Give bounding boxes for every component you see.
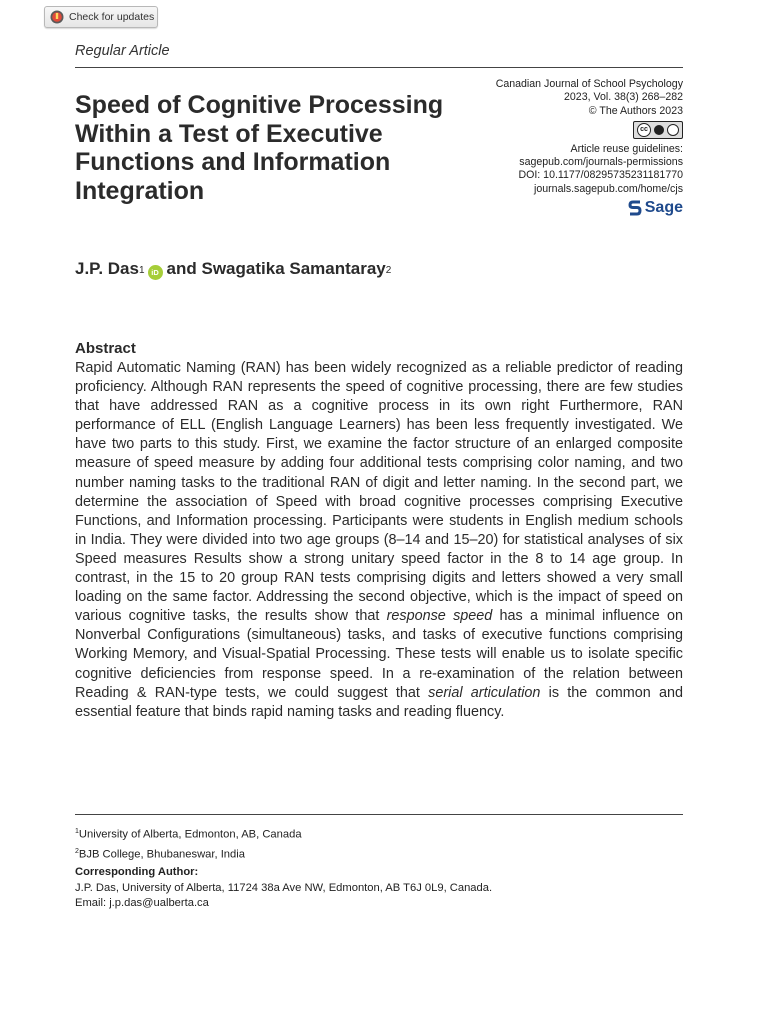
sage-s-icon [628, 200, 642, 216]
doi[interactable]: DOI: 10.1177/08295735231181770 [518, 169, 683, 182]
cc-by-nc-icon[interactable] [633, 121, 683, 139]
affiliation-text: BJB College, Bhubaneswar, India [78, 848, 245, 861]
abstract-body [75, 359, 683, 722]
affiliation-marker: 2 [75, 847, 79, 855]
cc-icon: cc [637, 123, 651, 137]
journal-meta [496, 78, 683, 220]
author-connector: and [166, 259, 197, 278]
abstract-text-1: Rapid Automatic Naming (RAN) has been widely recognized as a reliable predictor of reading proficiency. Although RAN represents the speed of cognitive processing, there are few studies that have addressed RAN as a cognitive process in its own right Furthermore, RAN performance of ELL (English Language Learners) has been less frequently investigated. We have two parts to this study. First, we examine the factor structure of an enlarged composite measure of speed measure by adding four additional tests comprising color naming, and two number naming tasks to the traditional RAN of digit and letter naming. In the second part, we determine the association of Speed with broad cognitive processes comprising Executive Functions, and Information processing. Participants were students in English medium schools in India. They were divided into two age groups (8–14 and 15–20) for statistical analyses of six Speed measures Results show a strong unitary speed factor in the 8 to 14 age group. In contrast, in the 15 to 20 group RAN tests comprising digits and letters showed a very small loading on the same factor. Addressing the second objective, which is the impact of speed on various cognitive tasks, the results show that [75, 360, 683, 625]
journal-link[interactable]: journals.sagepub.com/home/cjs [534, 182, 683, 195]
affiliation-text: University of Alberta, Edmonton, AB, Canada [78, 828, 302, 841]
reuse-label: Article reuse guidelines: [570, 142, 683, 155]
sage-logo-text: Sage [644, 199, 683, 217]
corresponding-author-label: Corresponding Author: [75, 866, 199, 878]
abstract-text-3: is the common and essential feature that binds rapid naming tasks and reading fluency. [75, 684, 683, 720]
by-icon [654, 125, 664, 135]
sage-logo [628, 200, 683, 216]
abstract-emphasis-2: serial articulation [428, 684, 541, 701]
footer-divider [75, 814, 683, 815]
abstract-emphasis-1: response speed [386, 608, 493, 625]
reuse-link[interactable]: sagepub.com/journals-permissions [519, 156, 683, 169]
corresponding-address: J.P. Das, University of Alberta, 11724 38a Ave NW, Edmonton, AB T6J 0L9, Canada. [75, 881, 493, 894]
abstract-heading: Abstract [75, 340, 136, 357]
header-divider [75, 67, 683, 68]
corresponding-email[interactable]: Email: j.p.das@ualberta.ca [75, 897, 209, 909]
article-title: Speed of Cognitive Processing Within a Test of Executive Functions and Information Integration [75, 91, 444, 205]
orcid-icon[interactable]: iD [148, 265, 163, 280]
correspondence [75, 865, 492, 912]
affiliations [75, 824, 302, 863]
nc-icon [667, 124, 679, 136]
author-1[interactable]: J.P. Das [75, 259, 139, 278]
journal-name: Canadian Journal of School Psychology [495, 78, 683, 90]
affiliation-item [75, 844, 302, 864]
affiliation-marker: 1 [75, 828, 79, 835]
author-2[interactable]: Swagatika Samantaray [201, 259, 386, 278]
author-line [75, 259, 391, 279]
affiliation-item [75, 824, 302, 844]
abstract-text-2: has a minimal influence on Nonverbal Configurations (simultaneous) tasks, and tasks of executive functions comprising Working Memory, and Visual-Spatial Processing. These tests will enable us to isolate specific cognitive deficiencies from response speed. In a re-examination of the relation between Reading & RAN-type tests, we could suggest that [75, 608, 683, 701]
check-updates-label: Check for updates [69, 11, 155, 23]
check-updates-icon [50, 10, 64, 24]
article-type: Regular Article [75, 43, 170, 59]
author-1-affiliation: 1 [138, 265, 145, 276]
author-2-affiliation: 2 [385, 265, 392, 276]
copyright: © The Authors 2023 [588, 104, 683, 117]
volume-info: 2023, Vol. 38(3) 268–282 [564, 91, 683, 104]
check-for-updates-button[interactable] [44, 6, 158, 28]
